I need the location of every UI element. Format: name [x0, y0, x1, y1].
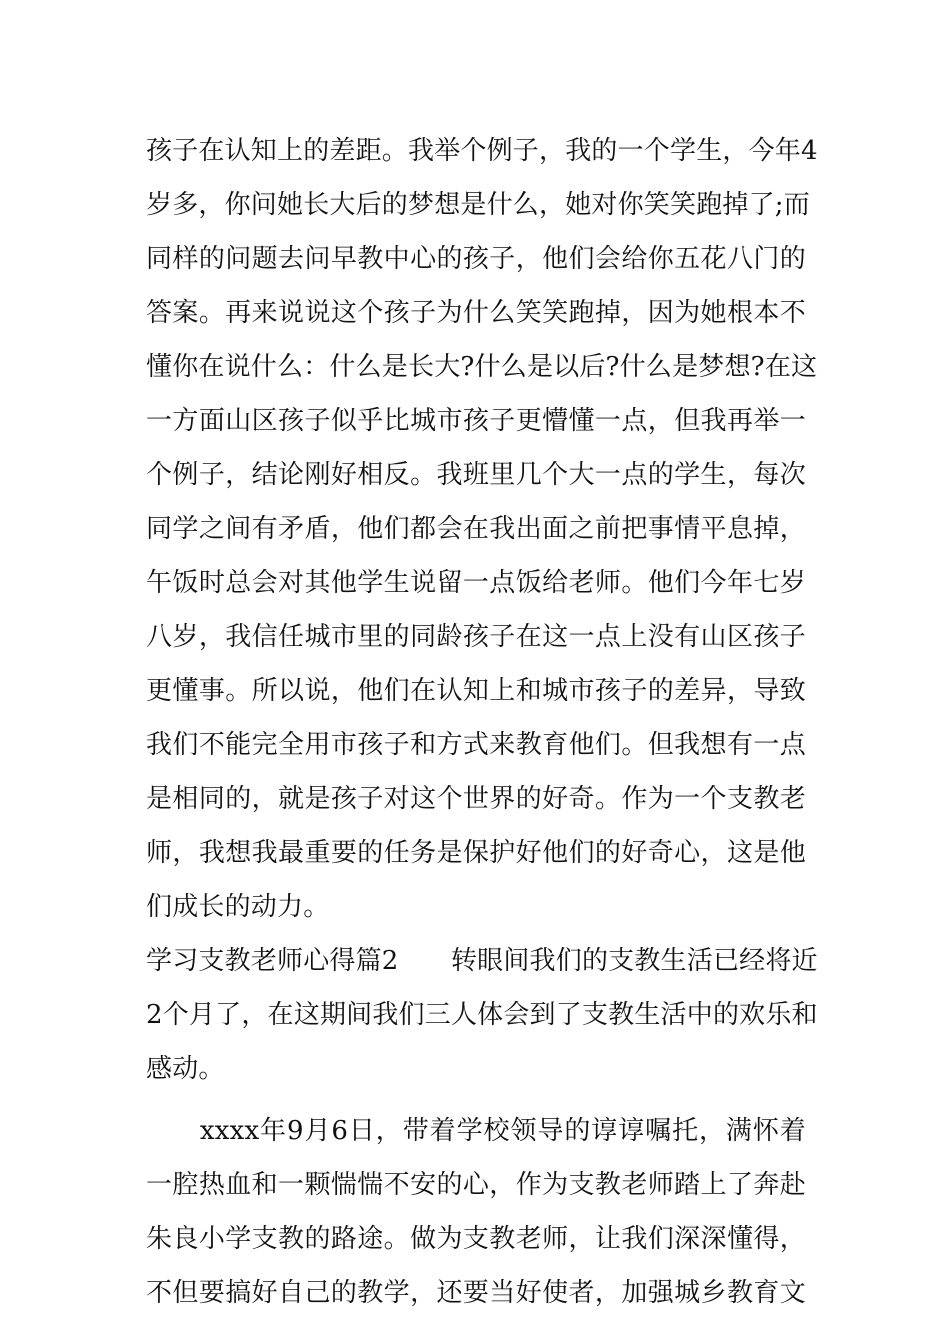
- text-line: 同样的问题去问早教中心的孩子，他们会给你五花八门的: [146, 244, 806, 274]
- text-line: xxxx年9月6日，带着学校领导的谆谆嘱托，满怀着: [146, 1116, 806, 1146]
- paragraph-1: [146, 124, 818, 934]
- text-line: 岁多，你问她长大后的梦想是什么，她对你笑笑跑掉了;而: [146, 190, 810, 220]
- text-line: 个例子，结论刚好相反。我班里几个大一点的学生，每次: [146, 460, 806, 490]
- text-line: 懂你在说什么：什么是长大?什么是以后?什么是梦想?在这: [146, 352, 818, 382]
- text-line: 八岁，我信任城市里的同龄孩子在这一点上没有山区孩子: [146, 622, 806, 652]
- paragraph-gap: [146, 1096, 806, 1104]
- paragraph-3: [146, 1104, 806, 1320]
- text-line: 师，我想我最重要的任务是保护好他们的好奇心，这是他: [146, 838, 806, 868]
- text-line: 一方面山区孩子似乎比城市孩子更懵懂一点，但我再举一: [146, 406, 806, 436]
- text-line: 不但要搞好自己的教学，还要当好使者，加强城乡教育文: [146, 1278, 806, 1308]
- text-line: 2个月了，在这期间我们三人体会到了支教生活中的欢乐和: [146, 1000, 818, 1030]
- text-line: 答案。再来说说这个孩子为什么笑笑跑掉，因为她根本不: [146, 298, 806, 328]
- text-line: 同学之间有矛盾，他们都会在我出面之前把事情平息掉，: [146, 514, 806, 544]
- text-line: 们成长的动力。: [146, 892, 330, 922]
- text-line: 朱良小学支教的路途。做为支教老师，让我们深深懂得，: [146, 1224, 806, 1254]
- text-line: 我们不能完全用市孩子和方式来教育他们。但我想有一点: [146, 730, 806, 760]
- text-line: 午饭时总会对其他学生说留一点饭给老师。他们今年七岁: [146, 568, 806, 598]
- document-body: [146, 124, 818, 1320]
- section-heading-line: 学习支教老师心得篇2 转眼间我们的支教生活已经将近: [146, 946, 818, 976]
- text-line: 更懂事。所以说，他们在认知上和城市孩子的差异，导致: [146, 676, 806, 706]
- text-line: 一腔热血和一颗惴惴不安的心，作为支教老师踏上了奔赴: [146, 1170, 806, 1200]
- text-line: 是相同的，就是孩子对这个世界的好奇。作为一个支教老: [146, 784, 806, 814]
- text-line: 感动。: [146, 1054, 225, 1084]
- text-line: 孩子在认知上的差距。我举个例子，我的一个学生，今年4: [146, 136, 818, 166]
- paragraph-2: [146, 934, 818, 1096]
